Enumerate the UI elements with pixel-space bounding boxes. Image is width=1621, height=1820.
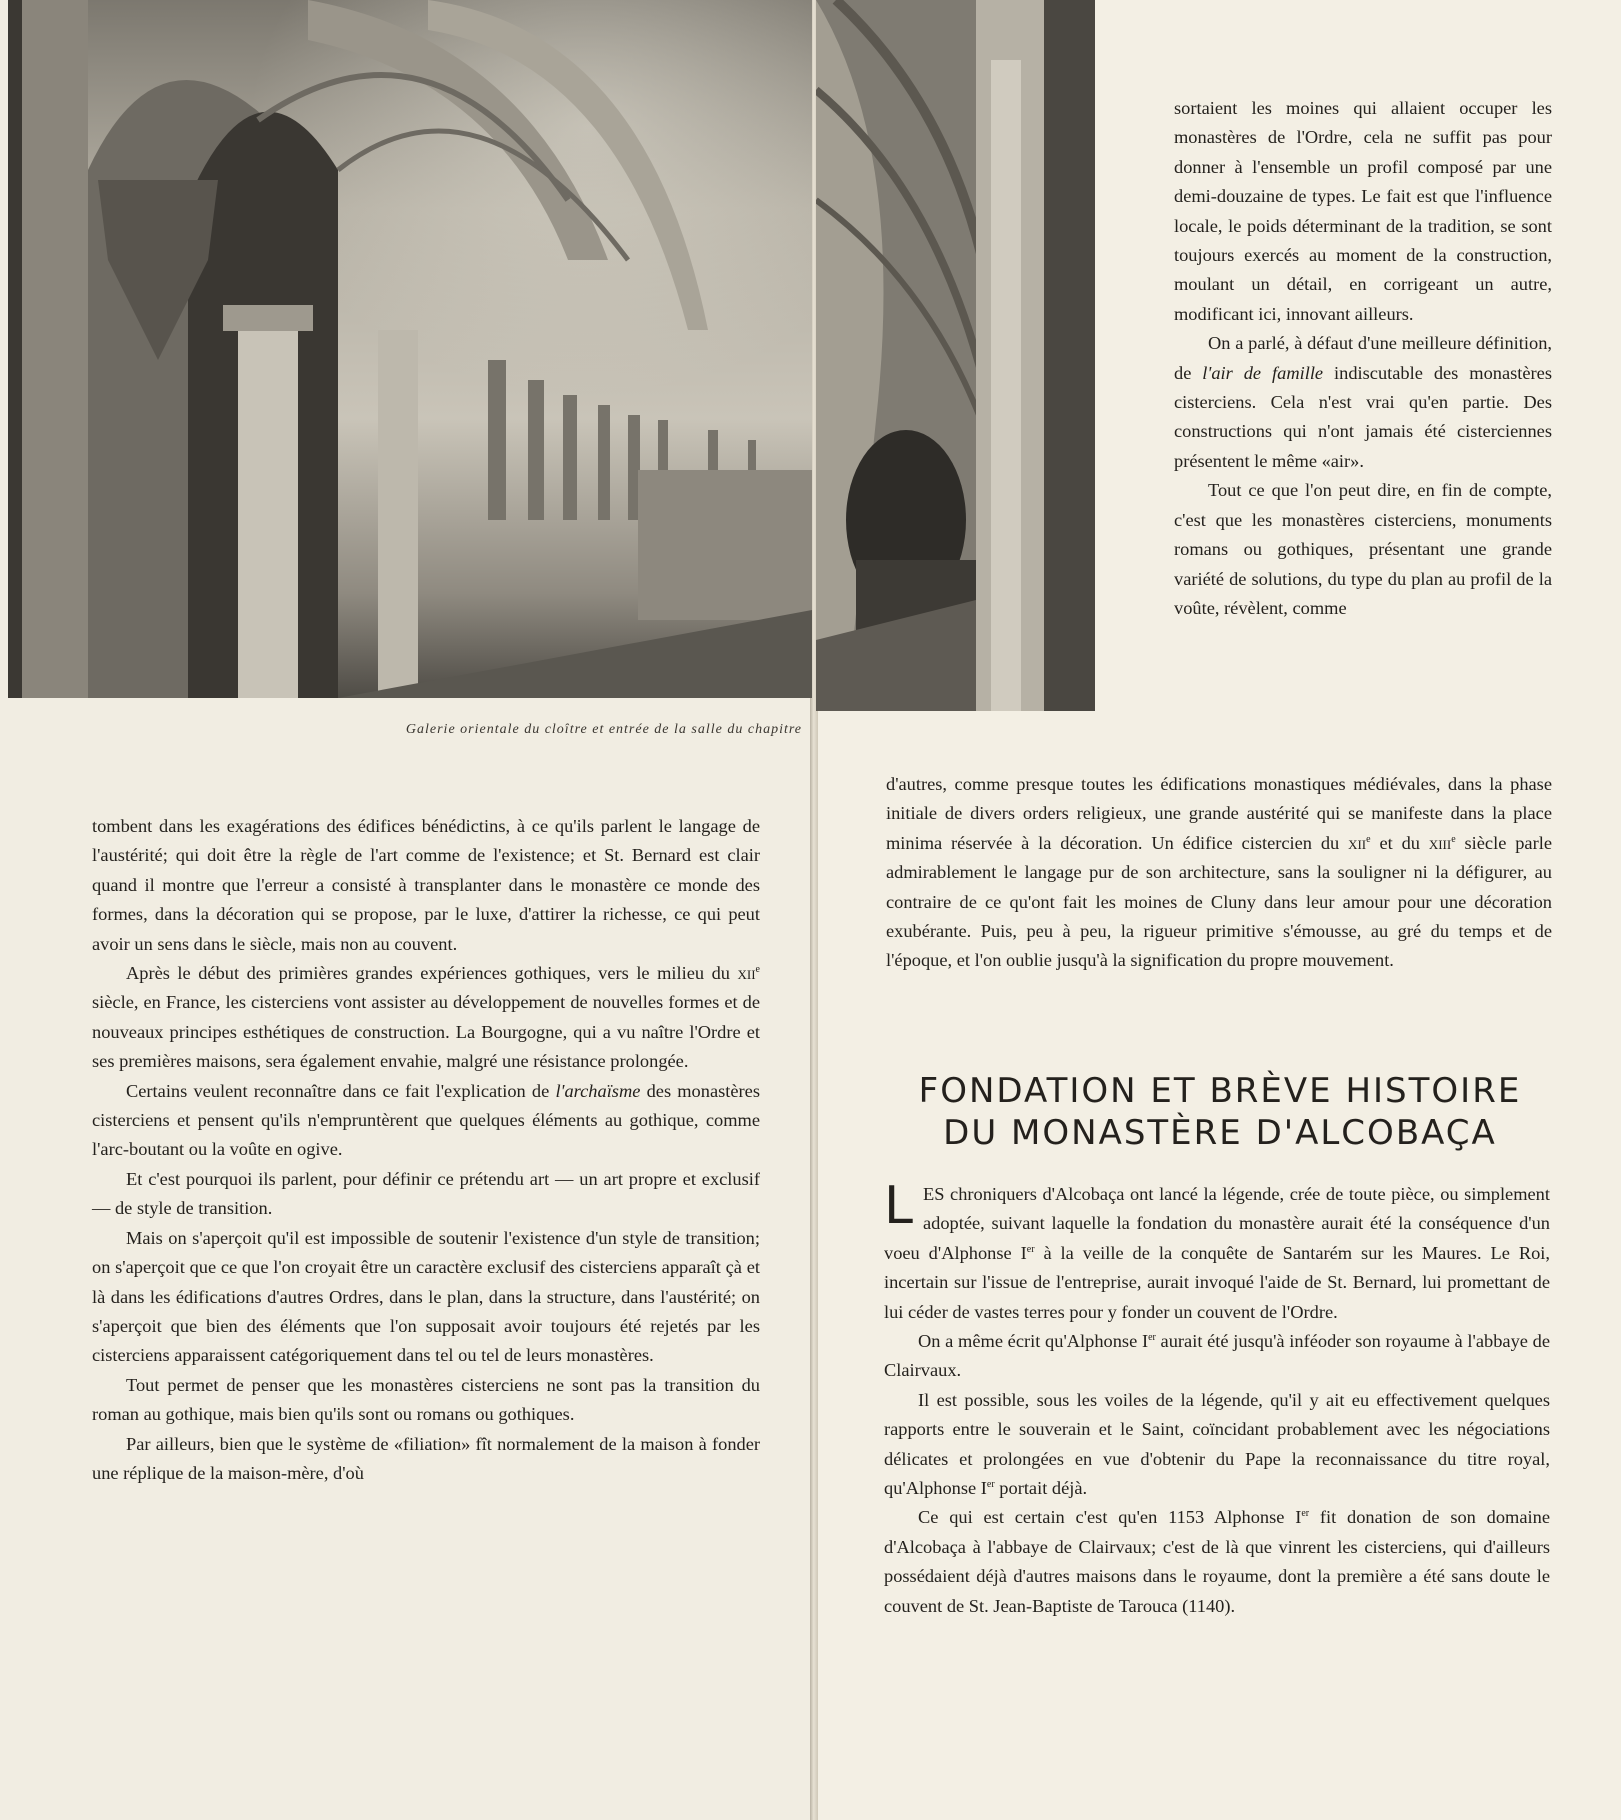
right-text-column-full [886, 770, 1552, 976]
paragraph: d'autres, comme presque toutes les édifications monastiques médiévales, dans la phase initiale de divers orders religieux, une grande austérité qui se manifeste dans la place minima réservée à la décoration. Un édifice cistercien du xii$^e$ et du xiii$^e$ siècle parle admirablement le langage pur de son architecture, sans la souligner ni la défigurer, au contraire de ce qu'ont fait les moines de Cluny dans leur amour pour une décoration exubérante. Puis, peu à peu, la rigueur primitive s'émousse, au gré du temps et de l'époque, et l'on oublie jusqu'à la signification du propre mouvement. [886, 774, 1552, 971]
paragraph: Il est possible, sous les voiles de la légende, qu'il y ait eu effectivement quelques rapports entre le souverain et le Saint, coïncidant probablement avec les négociations délicates et prolongées en vue d'obtenir du Pape la reconnaissance du titre royal, qu'Alphonse Ier portait déjà. [884, 1389, 1550, 1499]
history-text-column [884, 1176, 1550, 1621]
paragraph: On a même écrit qu'Alphonse Ier aurait été jusqu'à inféoder son royaume à l'abbaye de Clairvaux. [884, 1331, 1550, 1381]
photo-caption: Galerie orientale du cloître et entrée de la salle du chapitre [405, 722, 802, 737]
paragraph: Tout permet de penser que les monastères cisterciens ne sont pas la transition du roman au gothique, mais bien qu'ils sont ou romans ou gothiques. [92, 1374, 760, 1425]
cloister-corridor-photo [816, 0, 1095, 711]
paragraph: Ce qui est certain c'est qu'en 1153 Alphonse Ier fit donation de son domaine d'Alcobaça à l'abbaye de Clairvaux; c'est de là que vinrent les cisterciens, qui d'ailleurs possédaient déjà d'autres maisons dans le royaume, dont la première a été sans doute le couvent de St. Jean-Baptiste de Tarouca (1140). [884, 1507, 1550, 1616]
cloister-gallery-photo [8, 0, 812, 698]
paragraph: Et c'est pourquoi ils parlent, pour définir ce prétendu art — un art propre et exclusif — de style de transition. [92, 1168, 760, 1219]
right-text-column-top [1174, 94, 1552, 623]
paragraph: Tout ce que l'on peut dire, en fin de compte, c'est que les monastères cisterciens, monuments romans ou gothiques, présentant une grande variété de solutions, du type du plan au profil de la voûte, révèlent, comme [1174, 480, 1552, 618]
left-text-column [92, 812, 760, 1488]
section-heading-line-2: DU MONASTÈRE D'ALCOBAÇA [943, 1113, 1497, 1153]
paragraph: Après le début des primières grandes expériences gothiques, vers le milieu du xii$^e$ siècle, en France, les cisterciens vont assister au développement de nouvelles formes et de nouveaux principes esthétiques de construction. La Bourgogne, qui a vu naître l'Ordre et ses premières maisons, sera également envahie, malgré une résistance prolongée. [92, 963, 760, 1072]
paragraph: Mais on s'aperçoit qu'il est impossible de soutenir l'existence d'un style de transition; on s'aperçoit que ce que l'on croyait être un caractère exclusif des cisterciens apparaît çà et là dans les édifications d'autres Ordres, dans le plan, dans la structure, dans l'austérité; on s'aperçoit que bien des éléments que l'on supposait avoir toujours été rejetés par les cisterciens apparaissent catégoriquement dans tel ou tel de leurs monastères. [92, 1227, 760, 1366]
paragraph: tombent dans les exagérations des édifices bénédictins, à ce qu'ils parlent le langage de l'austérité; qui doit être la règle de l'art comme de l'existence; et St. Bernard est clair quand il montre que l'erreur a consisté à transplanter dans le monastère ce monde des formes, dans la décoration qui se propose, par le luxe, d'attirer la richesse, ce qui peut avoir un sens dans le siècle, mais non au couvent. [92, 816, 760, 954]
paragraph: Certains veulent reconnaître dans ce fait l'explication de l'archaïsme des monastères cisterciens et pensent qu'ils n'empruntèrent que quelques éléments au gothique, comme l'arc-boutant ou la voûte en ogive. [92, 1080, 760, 1160]
paragraph: On a parlé, à défaut d'une meilleure définition, de l'air de famille indiscutable des monastères cisterciens. Cela n'est vrai qu'en partie. Des constructions qui n'ont jamais été cisterciennes présentent le même «air». [1174, 333, 1552, 471]
drop-cap: L [884, 1176, 913, 1236]
cloister-corridor-illustration [816, 0, 1095, 711]
paragraph: sortaient les moines qui allaient occuper les monastères de l'Ordre, cela ne suffit pas pour donner à l'ensemble un profil composé par une demi-douzaine de types. Le fait est que l'influence locale, le poids déterminant de la tradition, se sont toujours exercés au moment de la construction, moulant un détail, en corrigeant un autre, modificant ici, innovant ailleurs. [1174, 98, 1552, 324]
section-heading-line-1: FONDATION ET BRÈVE HISTOIRE [918, 1071, 1522, 1111]
section-heading [884, 1070, 1556, 1154]
paragraph: Par ailleurs, bien que le système de «filiation» fît normalement de la maison à fonder une réplique de la maison-mère, d'où [92, 1433, 760, 1483]
cloister-gallery-illustration [8, 0, 812, 698]
paragraph: LES chroniquers d'Alcobaça ont lancé la légende, crée de toute pièce, ou simplement adoptée, suivant laquelle la fondation du monastère aurait été la conséquence d'un voeu d'Alphonse Ier à la veille de la conquête de Santarém sur les Maures. Le Roi, incertain sur l'issue de l'entreprise, aurait invoqué l'aide de St. Bernard, lui promettant de lui céder de vastes terres pour y fonder un couvent de l'Ordre. [884, 1176, 1550, 1322]
